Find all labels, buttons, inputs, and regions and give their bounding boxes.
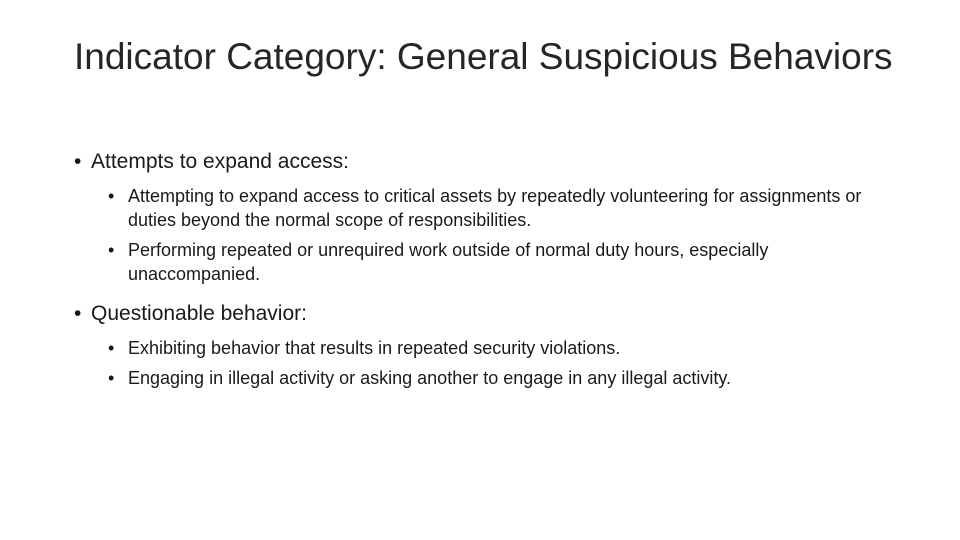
bullet-group-expand-access <box>74 148 894 286</box>
sub-bullet-item <box>108 336 894 360</box>
sub-bullet-list <box>108 184 894 286</box>
sub-bullet-item <box>108 184 894 232</box>
bullet-heading-text: Questionable behavior: <box>91 302 307 325</box>
bullet-heading-text: Attempts to expand access: <box>91 150 349 173</box>
bullet-icon: • <box>108 240 115 260</box>
sub-bullet-item <box>108 238 894 286</box>
bullet-icon: • <box>108 186 115 206</box>
slide-content <box>74 148 894 396</box>
sub-bullet-text: Attempting to expand access to critical assets by repeatedly volunteering for assignments or duties beyond the normal scope of responsibilities. <box>128 186 862 230</box>
bullet-icon: • <box>108 368 115 388</box>
bullet-icon: • <box>74 302 82 325</box>
sub-bullet-text: Exhibiting behavior that results in repeated security violations. <box>128 338 621 358</box>
bullet-icon: • <box>74 150 82 173</box>
sub-bullet-list <box>108 336 894 390</box>
bullet-group-questionable-behavior <box>74 300 894 390</box>
bullet-heading <box>74 300 894 328</box>
sub-bullet-item <box>108 366 894 390</box>
sub-bullet-text: Performing repeated or unrequired work outside of normal duty hours, especially unaccompanied. <box>128 240 769 284</box>
sub-bullet-text: Engaging in illegal activity or asking another to engage in any illegal activity. <box>128 368 732 388</box>
bullet-heading <box>74 148 894 176</box>
bullet-icon: • <box>108 338 115 358</box>
slide-title: Indicator Category: General Suspicious Behaviors <box>74 36 893 77</box>
